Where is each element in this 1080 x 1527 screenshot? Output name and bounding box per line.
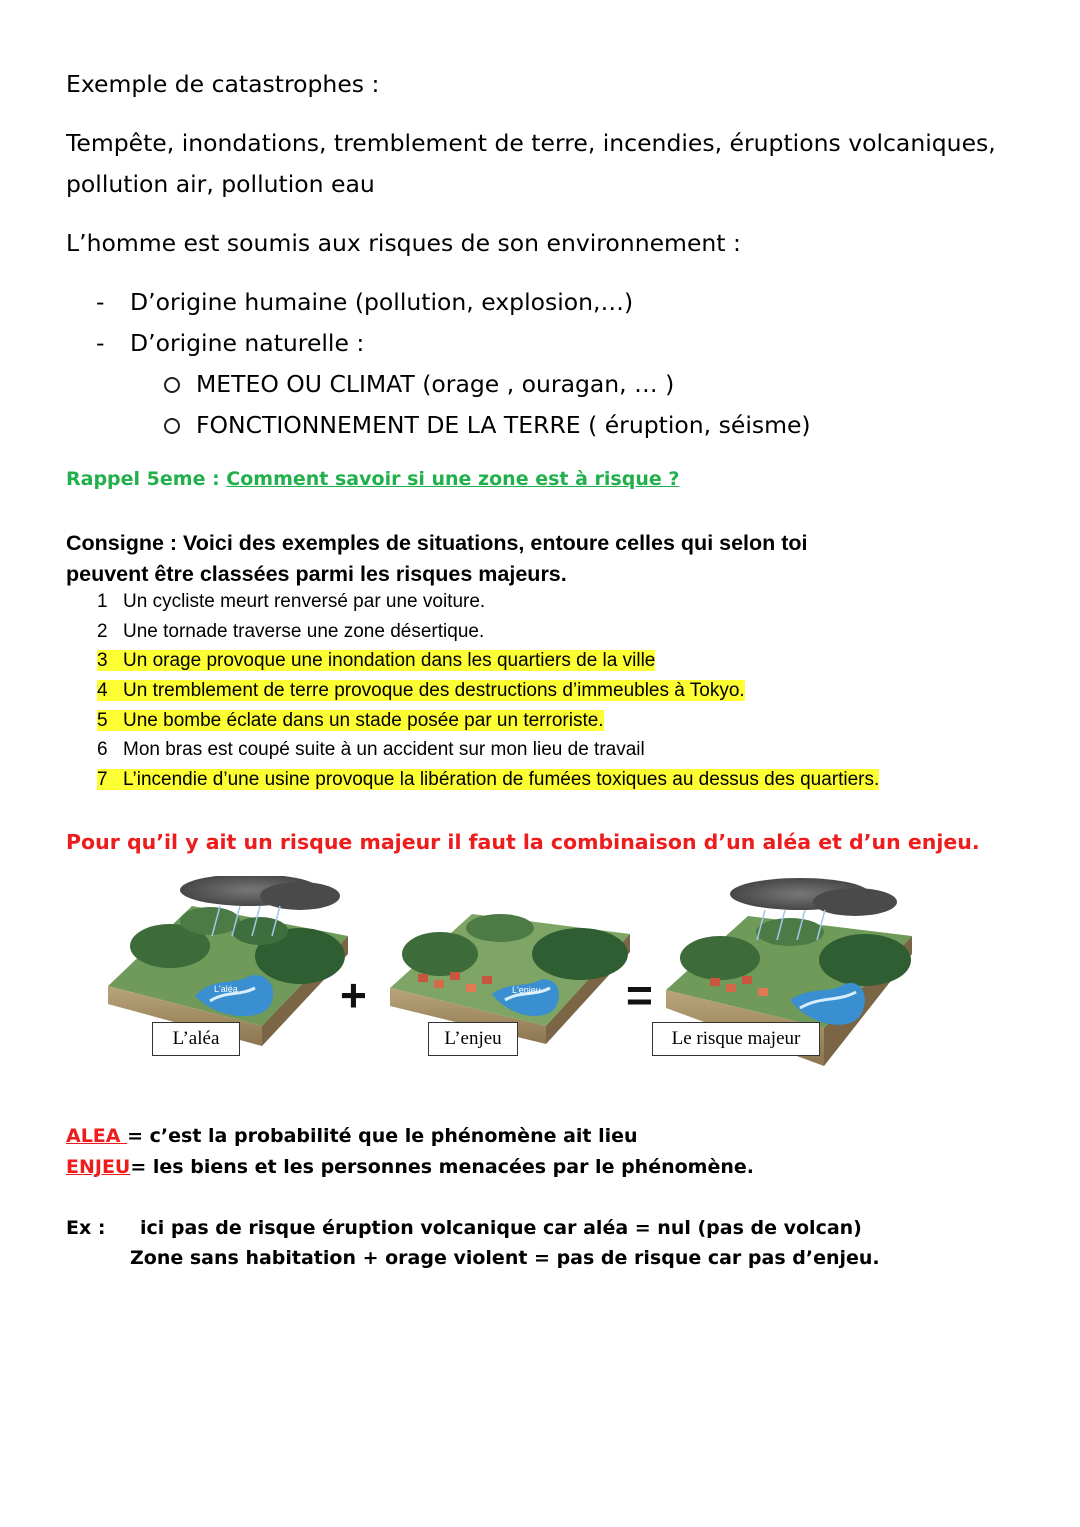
origin-sub-2: FONCTIONNEMENT DE LA TERRE ( éruption, séisme) xyxy=(196,411,811,439)
label-alea: L’aléa xyxy=(152,1022,240,1056)
definition-alea xyxy=(66,1125,638,1147)
origin-natural: D’origine naturelle : xyxy=(130,329,365,357)
consigne-line-2: peuvent être classées parmi les risques majeurs. xyxy=(66,562,567,586)
origin-dash-1: - xyxy=(96,288,105,316)
list-item: 4 Un tremblement de terre provoque des destructions d’immeubles à Tokyo. xyxy=(97,680,745,702)
list-item: 7 L’incendie d’une usine provoque la libération de fumées toxiques au dessus des quartiers. xyxy=(97,769,880,791)
conclusion: Pour qu’il y ait un risque majeur il faut la combinaison d’un aléa et d’un enjeu. xyxy=(66,830,980,854)
examples-title: Exemple de catastrophes : xyxy=(66,70,380,98)
example-line-1: ici pas de risque éruption volcanique car aléa = nul (pas de volcan) xyxy=(140,1217,862,1239)
example-line-2: Zone sans habitation + orage violent = pas de risque car pas d’enjeu. xyxy=(130,1247,880,1269)
list-item: 3 Un orage provoque une inondation dans les quartiers de la ville xyxy=(97,650,656,672)
list-item: 2 Une tornade traverse une zone désertique. xyxy=(97,620,485,642)
alea-inner-label: L'aléa xyxy=(214,984,238,994)
list-item: 6 Mon bras est coupé suite à un accident sur mon lieu de travail xyxy=(97,739,645,761)
consigne-line-1: Consigne : Voici des exemples de situations, entoure celles qui selon toi xyxy=(66,531,808,555)
risk-intro: L’homme est soumis aux risques de son environnement : xyxy=(66,229,741,257)
alea-term: ALEA xyxy=(66,1125,128,1147)
enjeu-def: = les biens et les personnes menacées par le phénomène. xyxy=(130,1156,754,1178)
bullet-circle-icon xyxy=(164,418,180,434)
enjeu-term: ENJEU xyxy=(66,1156,131,1178)
origin-dash-2: - xyxy=(96,329,105,357)
equals-icon: = xyxy=(626,969,653,1021)
bullet-circle-icon xyxy=(164,377,180,393)
definition-enjeu xyxy=(66,1156,754,1178)
rappel-link[interactable]: Comment savoir si une zone est à risque ? xyxy=(226,468,680,490)
list-item: 1 Un cycliste meurt renversé par une voiture. xyxy=(97,591,486,612)
label-enjeu: L’enjeu xyxy=(428,1022,518,1056)
origin-sub-1: METEO OU CLIMAT (orage , ouragan, … ) xyxy=(196,370,675,398)
consigne xyxy=(66,528,808,590)
rappel-line xyxy=(66,468,679,490)
alea-block xyxy=(108,876,348,1046)
situations-list xyxy=(97,588,879,796)
enjeu-inner-label: L'enjeu xyxy=(512,985,541,995)
label-risque-majeur: Le risque majeur xyxy=(652,1022,820,1056)
plus-icon: + xyxy=(340,969,367,1021)
examples-line-2: pollution air, pollution eau xyxy=(66,170,375,198)
risk-diagram xyxy=(100,876,930,1076)
example-prefix: Ex : xyxy=(66,1217,106,1239)
rappel-prefix: Rappel 5eme : xyxy=(66,468,227,490)
list-item: 5 Une bombe éclate dans un stade posée par un terroriste. xyxy=(97,709,604,731)
alea-def: = c’est la probabilité que le phénomène ait lieu xyxy=(127,1125,638,1147)
examples-line-1: Tempête, inondations, tremblement de terre, incendies, éruptions volcaniques, xyxy=(66,129,996,157)
origin-human: D’origine humaine (pollution, explosion,…) xyxy=(130,288,634,316)
